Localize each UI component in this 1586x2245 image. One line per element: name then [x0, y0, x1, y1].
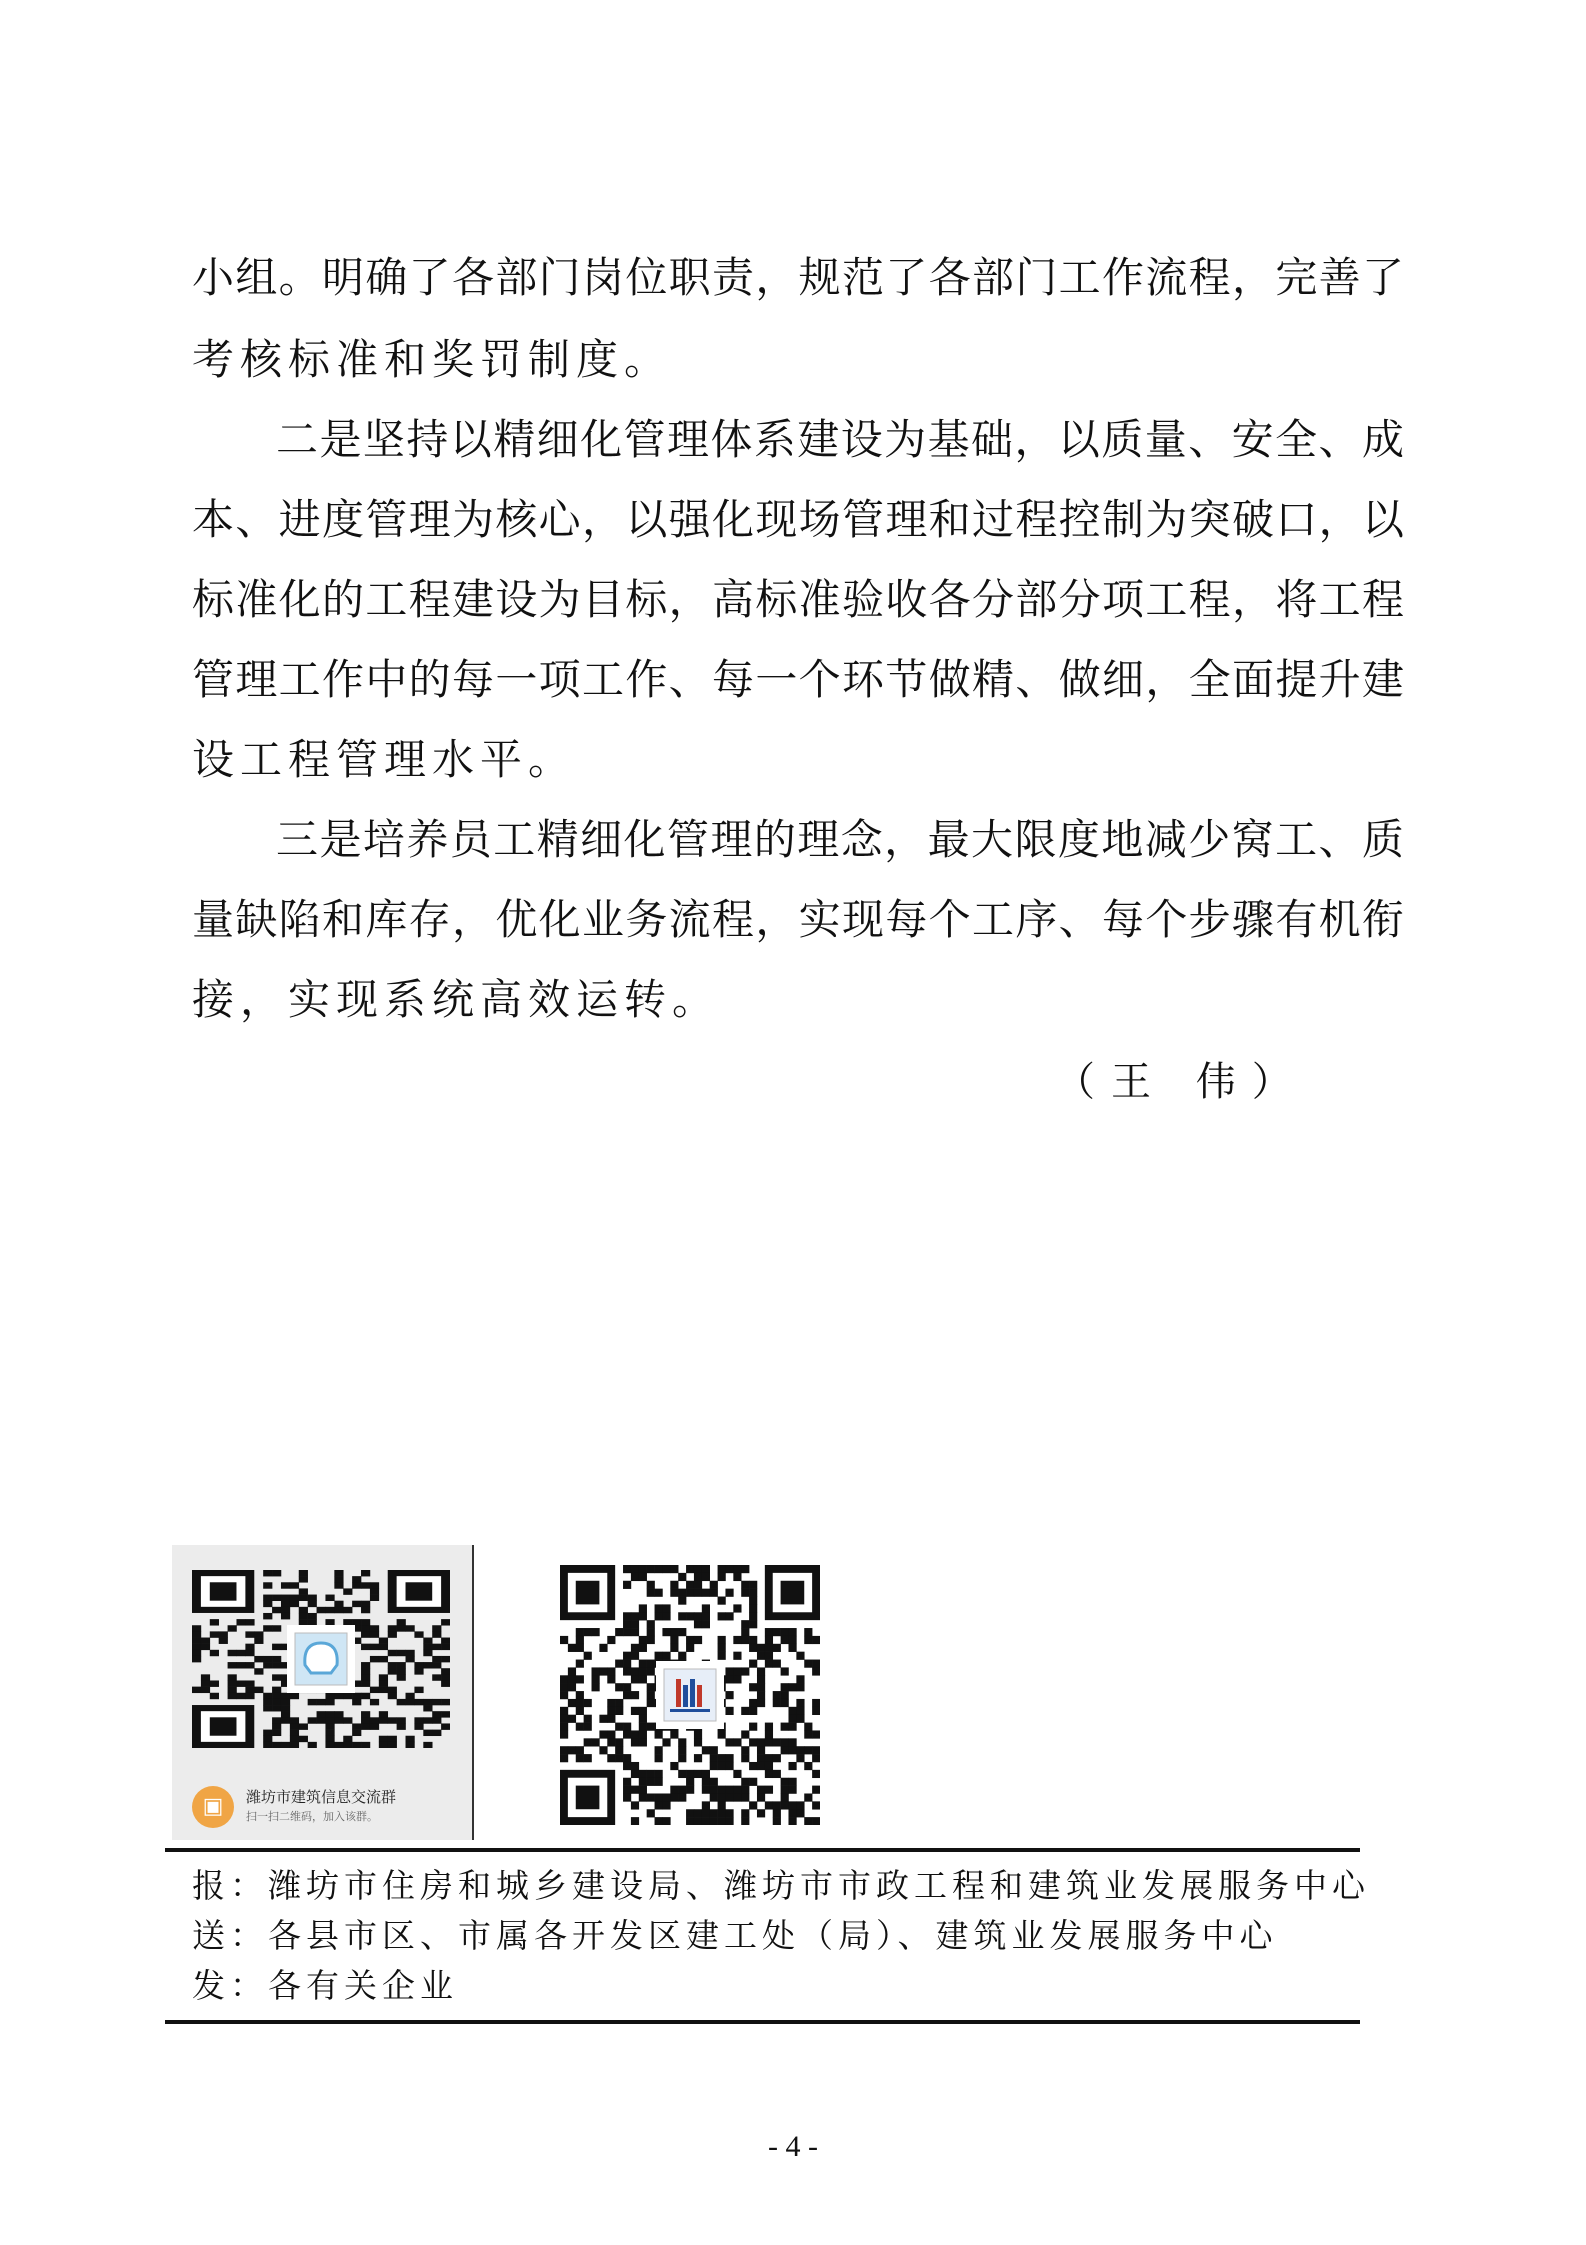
paragraph-line: 标准化的工程建设为目标，高标准验收各分部分项工程，将工程 [192, 575, 1404, 624]
paragraph-line: 接，实现系统高效运转。 [192, 975, 721, 1024]
official-qr-code [560, 1565, 820, 1825]
author-signature: （王 伟） [1055, 1059, 1308, 1105]
paragraph-line: 二是坚持以精细化管理体系建设为基础，以质量、安全、成 [276, 415, 1404, 464]
send-line: 送：各县市区、市属各开发区建工处（局）、建筑业发展服务中心 [192, 1916, 1278, 1955]
group-qr-caption [184, 1780, 464, 1832]
paragraph-line: 本、进度管理为核心，以强化现场管理和过程控制为突破口，以 [192, 495, 1404, 544]
chat-bubble-icon [305, 1643, 337, 1673]
group-qr-code [192, 1570, 450, 1748]
paragraph-line: 设工程管理水平。 [192, 735, 577, 784]
paragraph-line: 量缺陷和库存，优化业务流程，实现每个工序、每个步骤有机衔 [192, 895, 1404, 944]
group-qr-card [172, 1545, 474, 1840]
official-qr-wrap [560, 1565, 820, 1829]
paragraph-line: 三是培养员工精细化管理的理念，最大限度地减少窝工、质 [276, 815, 1404, 864]
bottom-rule [165, 2020, 1360, 2024]
top-rule [165, 1848, 1360, 1852]
page-number: - 4 - [768, 2130, 818, 2163]
group-subtitle: 扫一扫二维码，加入该群。 [246, 1810, 378, 1823]
report-line: 报：潍坊市住房和城乡建设局、潍坊市市政工程和建筑业发展服务中心 [192, 1866, 1370, 1905]
paragraph-line: 管理工作中的每一项工作、每一个环节做精、做细，全面提升建 [192, 655, 1404, 704]
group-title: 潍坊市建筑信息交流群 [246, 1788, 397, 1806]
briefcase-icon: ▣ [192, 1786, 234, 1828]
issue-line: 发：各有关企业 [192, 1966, 458, 2005]
paragraph-line: 小组。明确了各部门岗位职责，规范了各部门工作流程，完善了 [192, 253, 1404, 302]
paragraph-line: 考核标准和奖罚制度。 [192, 335, 673, 384]
